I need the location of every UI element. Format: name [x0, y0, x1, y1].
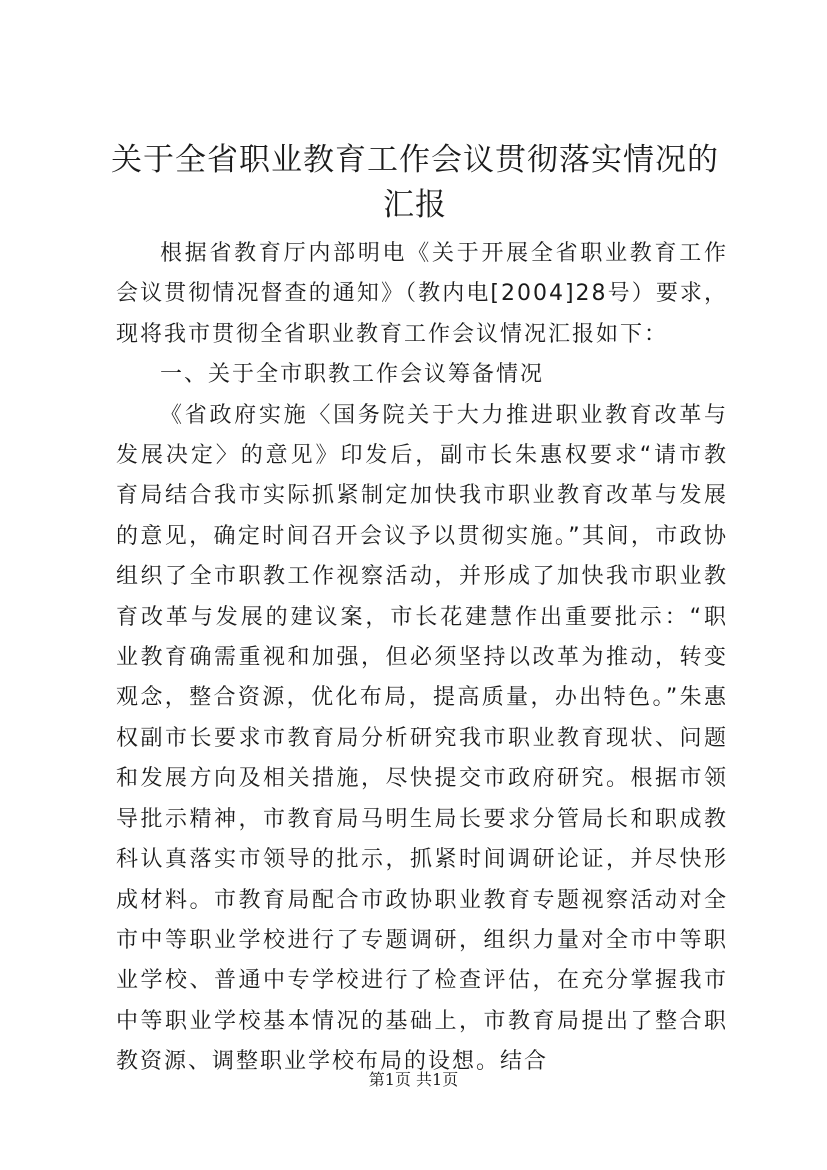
- paragraph-intro: 根据省教育厅内部明电《关于开展全省职业教育工作会议贯彻情况督查的通知》（教内电[2004]28号）要求，现将我市贯彻全省职业教育工作会议情况汇报如下：: [116, 241, 728, 347]
- paragraph-section-1: 《省政府实施〈国务院关于大力推进职业教育改革与发展决定〉的意见》印发后，副市长朱惠权要求“请市教育局结合我市实际抓紧制定加快我市职业教育改革与发展的意见，确定时间召开会议予以贯彻实施。”其间，市政协组织了全市职教工作视察活动，并形成了加快我市职业教育改革与发展的建议案，市长花建慧作出重要批示：“职业教育确需重视和加强，但必须坚持以改革为推动，转变观念，整合资源，优化布局，提高质量，办出特色。”朱惠权副市长要求市教育局分析研究我市职业教育现状、问题和发展方向及相关措施，尽快提交市政府研究。根据市领导批示精神，市教育局马明生局长要求分管局长和职成教科认真落实市领导的批示，抓紧时间调研论证，并尽快形成材料。市教育局配合市政协职业教育专题视察活动对全市中等职业学校进行了专题调研，组织力量对全市中等职业学校、普通中专学校进行了检查评估，在充分掌握我市中等职业学校基本情况的基础上，市教育局提出了整合职教资源、调整职业学校布局的设想。结合: [116, 402, 728, 1075]
- page-footer: 第1页 共1页: [368, 1070, 459, 1089]
- document-title: 关于全省职业教育工作会议贯彻落实情况的汇报: [111, 142, 719, 223]
- document-body: [116, 234, 728, 1083]
- section-heading-1: 一、关于全市职教工作会议筹备情况: [160, 362, 545, 388]
